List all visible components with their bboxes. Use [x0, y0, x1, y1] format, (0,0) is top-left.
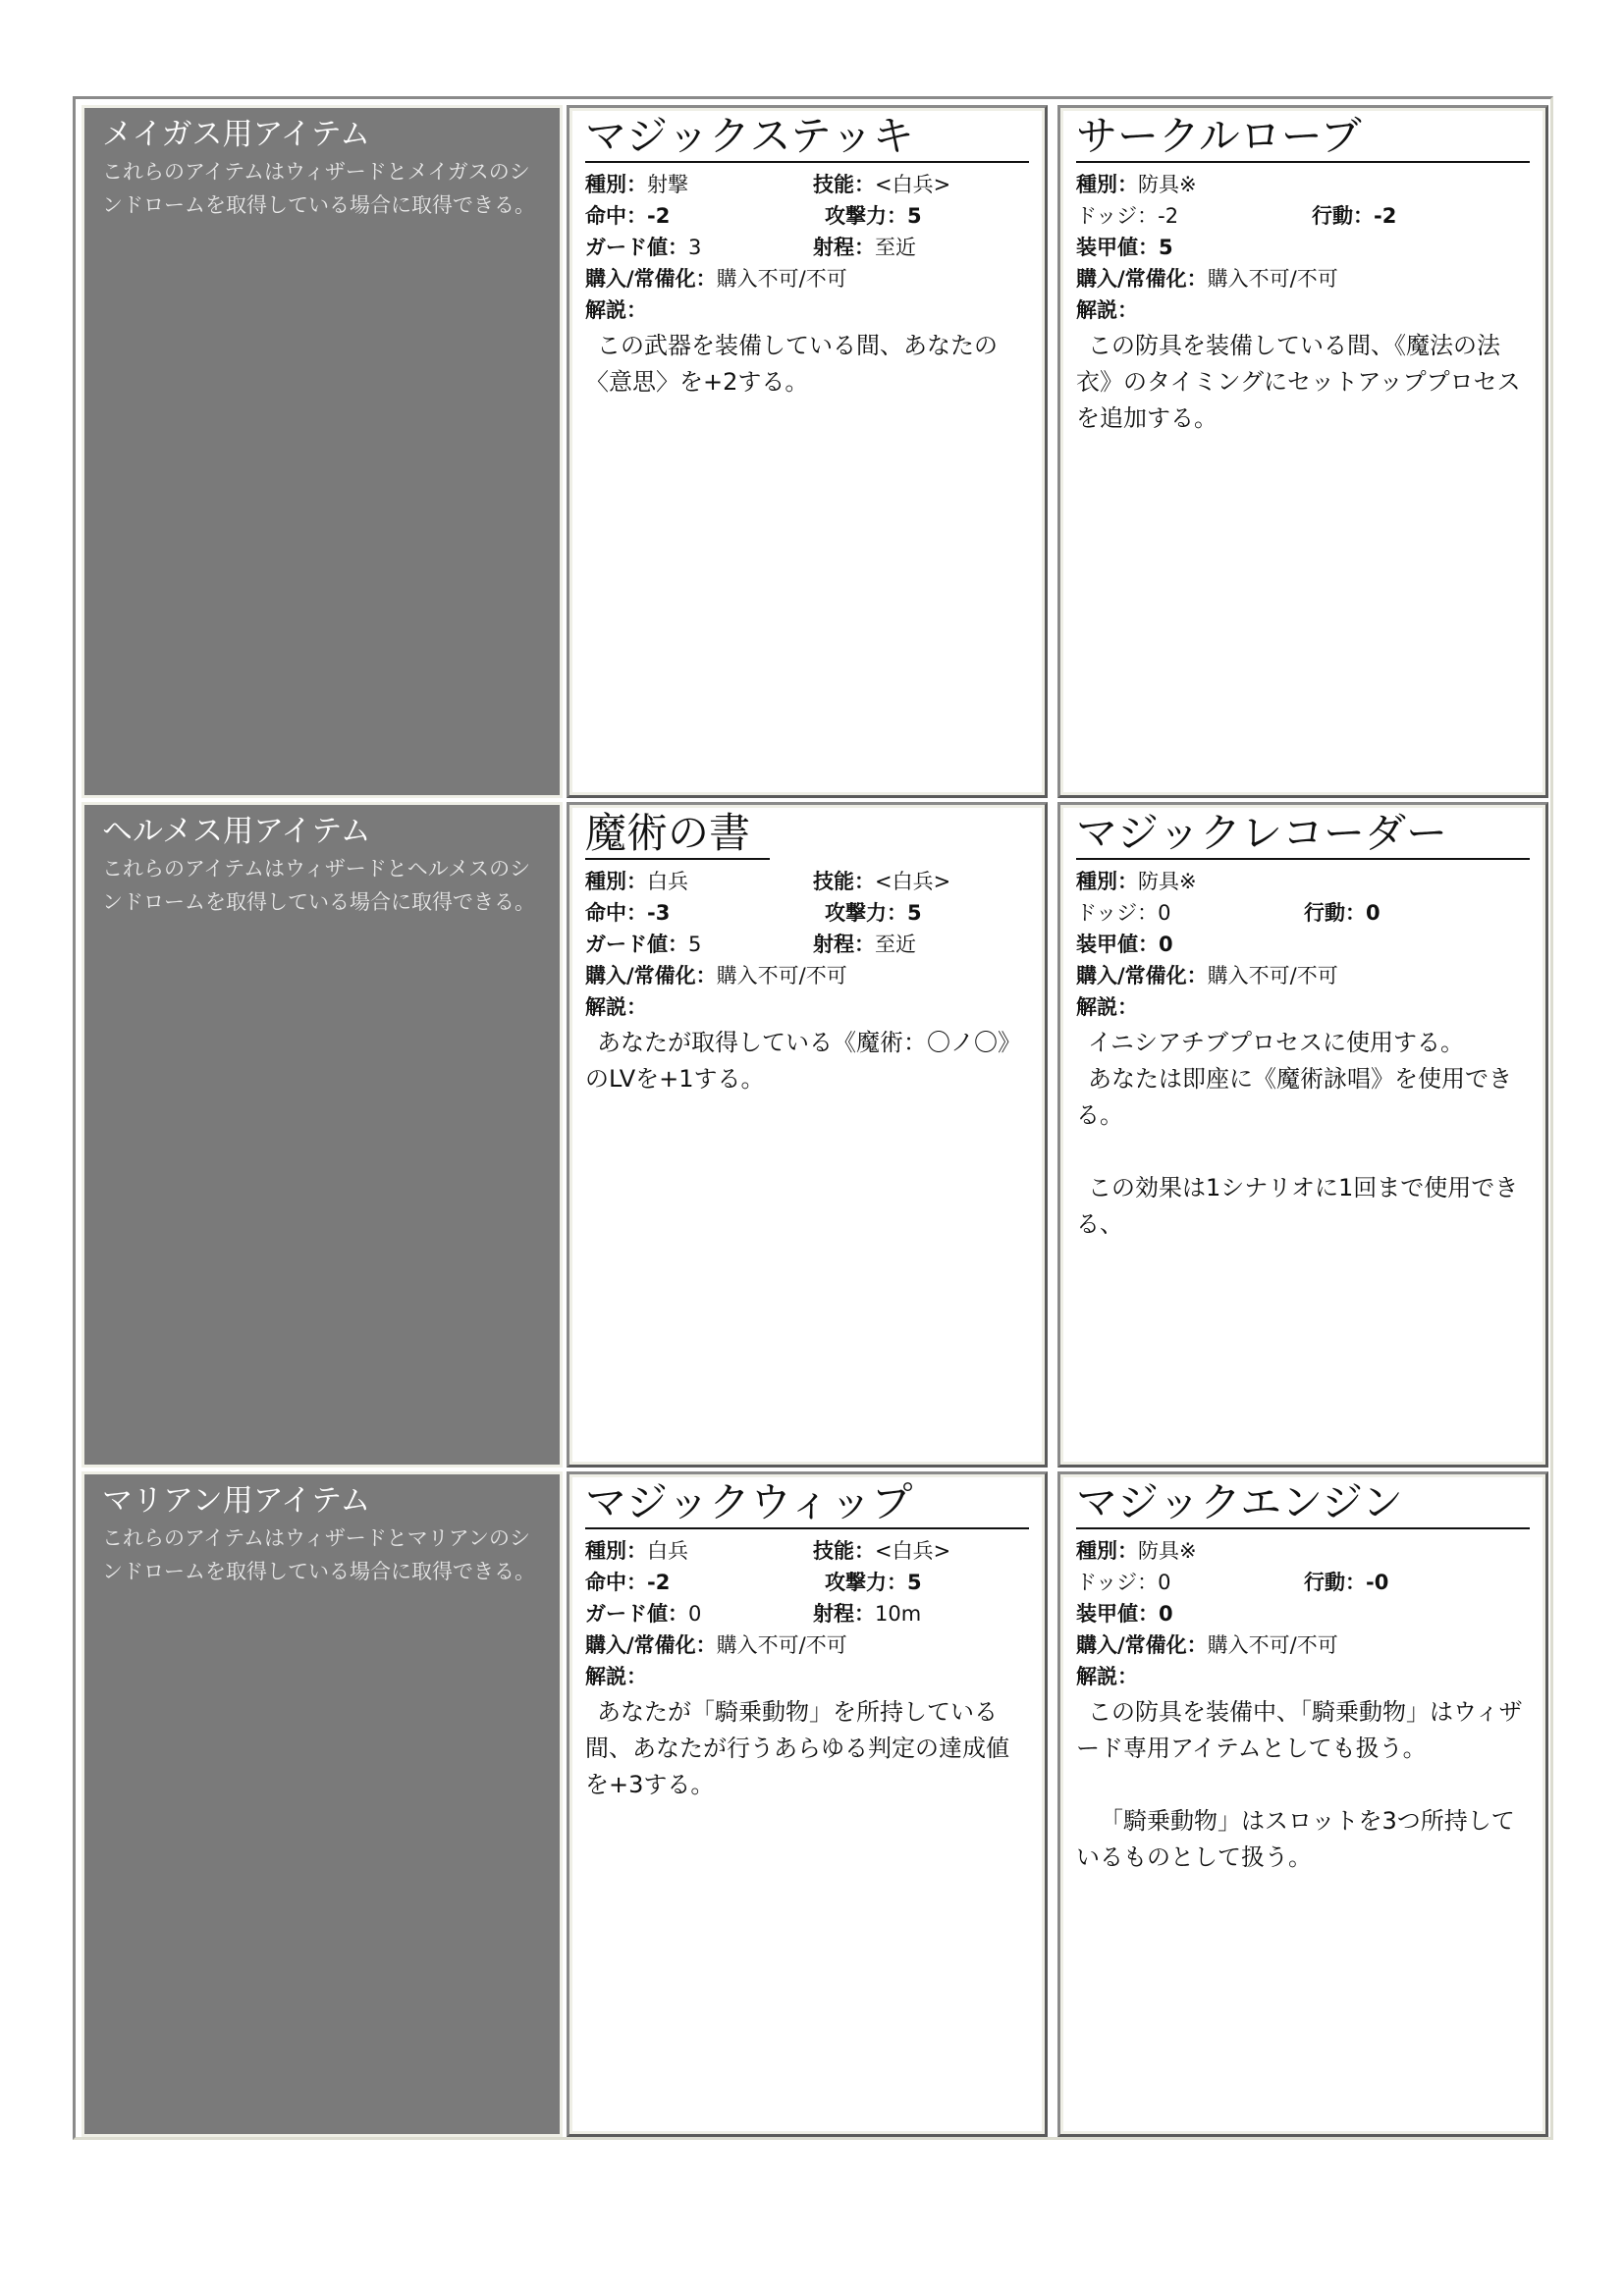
stat-line: [1076, 1661, 1530, 1692]
stat-line: [1076, 1567, 1530, 1598]
guard-value: 3: [688, 236, 702, 259]
guard-label: ガード値：: [585, 933, 688, 956]
stat-line: [1076, 1629, 1530, 1661]
stat-line: [585, 991, 1029, 1023]
armor-card: [1057, 802, 1548, 1468]
buy-value: 購入不可/不可: [1207, 1633, 1338, 1657]
buy-label: 購入/常備化：: [1076, 964, 1208, 988]
stat-line: [1076, 200, 1530, 232]
item-name: 魔術の書: [585, 809, 770, 860]
buy-value: 購入不可/不可: [716, 267, 847, 291]
desc-label: 解説：: [1076, 995, 1138, 1019]
buy-label: 購入/常備化：: [585, 1633, 717, 1657]
type-value: 白兵: [647, 870, 688, 893]
guard-label: ガード値：: [585, 236, 688, 259]
item-name: マジックエンジン: [1076, 1478, 1530, 1529]
weapon-card: [567, 802, 1048, 1468]
stat-line: [1076, 991, 1530, 1023]
desc-label: 解説：: [1076, 1665, 1138, 1688]
item-name: サークルローブ: [1076, 112, 1530, 163]
item-description: [1076, 328, 1530, 437]
buy-value: 購入不可/不可: [716, 964, 847, 988]
type-label: 種別：: [1076, 1539, 1138, 1563]
desc-paragraph: あなたが「騎乗動物」を所持している間、あなたが行うあらゆる判定の達成値を+3する。: [585, 1698, 1009, 1798]
attack-label: 攻撃力：: [825, 1571, 907, 1594]
buy-value: 購入不可/不可: [1207, 267, 1338, 291]
stat-line: [585, 866, 1029, 897]
desc-label: 解説：: [585, 995, 647, 1019]
guard-value: 5: [688, 933, 702, 956]
type-label: 種別：: [585, 1539, 647, 1563]
stat-line: [1076, 1535, 1530, 1567]
attack-label: 攻撃力：: [825, 204, 907, 228]
stat-line: [1076, 294, 1530, 326]
buy-value: 購入不可/不可: [716, 1633, 847, 1657]
desc-paragraph: 「騎乗動物」はスロットを3つ所持しているものとして扱う。: [1076, 1807, 1515, 1871]
armor-card: [1057, 1471, 1548, 2137]
stat-line: [585, 960, 1029, 991]
item-description: [1076, 1694, 1530, 1876]
dodge-label: ドッジ：: [1076, 901, 1159, 925]
item-table: [73, 96, 1553, 2140]
item-description: [585, 1025, 1029, 1097]
guard-label: ガード値：: [585, 1602, 688, 1626]
hit-label: 命中：: [585, 1571, 647, 1594]
range-value: 至近: [875, 236, 916, 259]
item-name: マジックウィップ: [585, 1478, 1029, 1529]
type-label: 種別：: [1076, 173, 1138, 196]
armor-label: 装甲値：: [1076, 933, 1159, 956]
category-title: ヘルメス用アイテム: [102, 814, 371, 849]
desc-paragraph: この防具を装備中、「騎乗動物」はウィザード専用アイテムとしても扱う。: [1076, 1698, 1523, 1762]
skill-value: <白兵>: [875, 870, 951, 893]
armor-value: 5: [1159, 236, 1173, 259]
stat-line: [1076, 866, 1530, 897]
buy-label: 購入/常備化：: [1076, 1633, 1208, 1657]
skill-value: <白兵>: [875, 173, 951, 196]
skill-label: 技能：: [813, 870, 875, 893]
category-cell: [81, 1471, 563, 2137]
guard-value: 0: [688, 1602, 702, 1626]
range-value: 10m: [875, 1602, 922, 1626]
desc-label: 解説：: [585, 298, 647, 322]
type-value: 射撃: [647, 173, 688, 196]
stat-line: [1076, 263, 1530, 294]
stat-line: [1076, 169, 1530, 200]
buy-label: 購入/常備化：: [1076, 267, 1208, 291]
stat-line: [585, 929, 1029, 960]
weapon-card: [567, 1471, 1048, 2137]
hit-label: 命中：: [585, 901, 647, 925]
attack-value: 5: [907, 901, 922, 925]
desc-paragraph: この効果は1シナリオに1回まで使用できる、: [1076, 1174, 1519, 1238]
action-label: 行動：: [1304, 901, 1366, 925]
buy-label: 購入/常備化：: [585, 267, 717, 291]
armor-card: [1057, 105, 1548, 798]
weapon-card: [567, 105, 1048, 798]
action-label: 行動：: [1304, 1571, 1366, 1594]
desc-paragraph: あなたが取得している《魔術：〇ノ〇》のLVを+1する。: [585, 1029, 1021, 1093]
item-row-marian: [76, 1471, 1550, 2137]
armor-label: 装甲値：: [1076, 236, 1159, 259]
stat-line: [585, 1567, 1029, 1598]
type-value: 防具※: [1138, 173, 1197, 196]
stat-line: [585, 232, 1029, 263]
stat-line: [1076, 1598, 1530, 1629]
skill-label: 技能：: [813, 173, 875, 196]
stat-line: [1076, 897, 1530, 929]
attack-value: 5: [907, 204, 922, 228]
hit-value: -2: [647, 204, 671, 228]
category-cell: [81, 105, 563, 798]
dodge-value: 0: [1158, 1571, 1171, 1594]
attack-value: 5: [907, 1571, 922, 1594]
action-value: -2: [1374, 204, 1397, 228]
type-value: 白兵: [647, 1539, 688, 1563]
type-value: 防具※: [1138, 1539, 1197, 1563]
category-description: これらのアイテムはウィザードとマリアンのシンドロームを取得している場合に取得できる。: [102, 1526, 535, 1583]
desc-label: 解説：: [585, 1665, 647, 1688]
action-label: 行動：: [1312, 204, 1374, 228]
range-label: 射程：: [813, 933, 875, 956]
dodge-value: 0: [1158, 901, 1171, 925]
range-label: 射程：: [813, 236, 875, 259]
category-description: これらのアイテムはウィザードとメイガスのシンドロームを取得している場合に取得できる。: [102, 160, 535, 217]
stat-line: [585, 1629, 1029, 1661]
category-cell: [81, 802, 563, 1468]
hit-value: -3: [647, 901, 671, 925]
desc-paragraph: あなたは即座に《魔術詠唱》を使用できる。: [1076, 1065, 1512, 1129]
item-description: [1076, 1025, 1530, 1243]
category-description: これらのアイテムはウィザードとヘルメスのシンドロームを取得している場合に取得できる。: [102, 857, 535, 914]
armor-value: 0: [1159, 933, 1173, 956]
skill-value: <白兵>: [875, 1539, 951, 1563]
range-value: 至近: [875, 933, 916, 956]
item-description: [585, 1694, 1029, 1803]
stat-line: [585, 1598, 1029, 1629]
desc-paragraph: この武器を装備している間、あなたの〈意思〉を+2する。: [585, 332, 998, 396]
armor-value: 0: [1159, 1602, 1173, 1626]
item-row-hermes: [76, 802, 1550, 1468]
dodge-value: -2: [1158, 204, 1179, 228]
stat-line: [585, 294, 1029, 326]
desc-label: 解説：: [1076, 298, 1138, 322]
stat-line: [585, 1535, 1029, 1567]
stat-line: [585, 897, 1029, 929]
dodge-label: ドッジ：: [1076, 204, 1159, 228]
type-label: 種別：: [585, 173, 647, 196]
buy-value: 購入不可/不可: [1207, 964, 1338, 988]
stat-line: [585, 169, 1029, 200]
armor-label: 装甲値：: [1076, 1602, 1159, 1626]
category-title: マリアン用アイテム: [102, 1483, 371, 1519]
hit-value: -2: [647, 1571, 671, 1594]
action-value: -0: [1366, 1571, 1389, 1594]
desc-paragraph: イニシアチブプロセスに使用する。: [1088, 1029, 1465, 1056]
stat-line: [585, 1661, 1029, 1692]
stat-line: [585, 263, 1029, 294]
range-label: 射程：: [813, 1602, 875, 1626]
type-value: 防具※: [1138, 870, 1197, 893]
item-name: マジックステッキ: [585, 112, 1029, 163]
item-row-magus: [76, 105, 1550, 798]
category-title: メイガス用アイテム: [102, 117, 371, 152]
stat-line: [1076, 232, 1530, 263]
stat-line: [1076, 929, 1530, 960]
desc-paragraph: この防具を装備している間、《魔法の法衣》のタイミングにセットアッププロセスを追加する。: [1076, 332, 1521, 432]
hit-label: 命中：: [585, 204, 647, 228]
type-label: 種別：: [1076, 870, 1138, 893]
stat-line: [1076, 960, 1530, 991]
item-name: マジックレコーダー: [1076, 809, 1530, 860]
skill-label: 技能：: [813, 1539, 875, 1563]
type-label: 種別：: [585, 870, 647, 893]
item-description: [585, 328, 1029, 400]
stat-line: [585, 200, 1029, 232]
attack-label: 攻撃力：: [825, 901, 907, 925]
action-value: 0: [1366, 901, 1380, 925]
dodge-label: ドッジ：: [1076, 1571, 1159, 1594]
buy-label: 購入/常備化：: [585, 964, 717, 988]
